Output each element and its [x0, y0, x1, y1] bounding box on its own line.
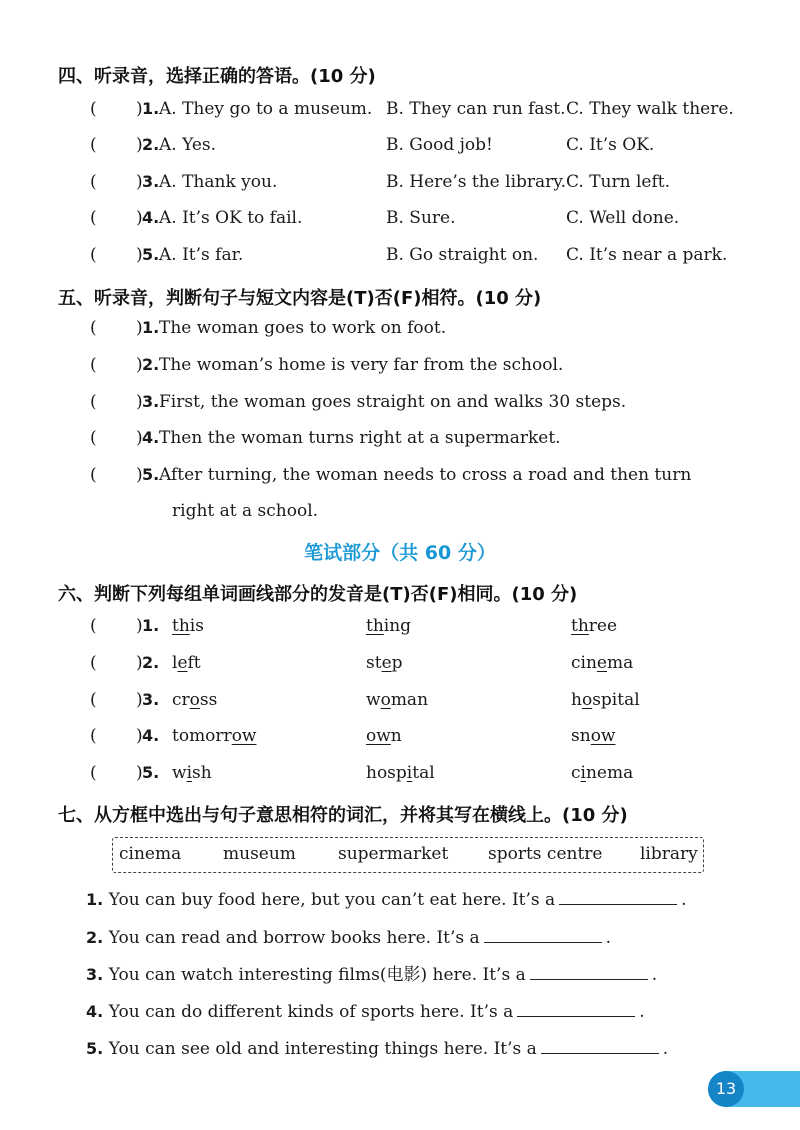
- word-1: left: [172, 653, 201, 673]
- answer-blank[interactable]: [102, 688, 134, 712]
- close-paren: ): [136, 318, 143, 338]
- box-word: supermarket: [338, 844, 449, 864]
- option-a[interactable]: A. It’s far.: [159, 245, 244, 265]
- question-number: 5.: [142, 465, 160, 484]
- open-paren: (: [90, 690, 97, 710]
- option-b[interactable]: B. Here’s the library.: [386, 172, 567, 192]
- option-a[interactable]: A. Thank you.: [159, 172, 278, 192]
- answer-blank[interactable]: [102, 426, 134, 450]
- fill-sentence: [86, 888, 687, 912]
- open-paren: (: [90, 99, 97, 119]
- question-number: 3.: [142, 392, 160, 411]
- answer-line[interactable]: [530, 963, 648, 980]
- underlined-part: th: [172, 616, 190, 636]
- sentence-text: You can see old and interesting things here. It’s a: [108, 1039, 537, 1059]
- option-c[interactable]: C. It’s near a park.: [566, 245, 728, 265]
- open-paren: (: [90, 428, 97, 448]
- fill-sentence: [86, 1000, 645, 1024]
- word-2: thing: [366, 616, 412, 636]
- close-paren: ): [136, 653, 143, 673]
- word-3: cinema: [571, 763, 634, 783]
- underlined-part: ow: [590, 726, 616, 746]
- question-number: 2.: [142, 135, 160, 154]
- option-b[interactable]: B. Sure.: [386, 208, 456, 228]
- open-paren: (: [90, 245, 97, 265]
- question-number: 2.: [142, 653, 160, 672]
- fill-sentence: [86, 1037, 668, 1061]
- word-1: tomorrow: [172, 726, 257, 746]
- box-word: museum: [223, 844, 296, 864]
- underlined-part: ow: [366, 726, 391, 746]
- answer-blank[interactable]: [102, 170, 134, 194]
- question-number: 5.: [142, 763, 160, 782]
- open-paren: (: [90, 653, 97, 673]
- option-c[interactable]: C. They walk there.: [566, 99, 734, 119]
- period: .: [605, 928, 612, 948]
- answer-blank[interactable]: [102, 243, 134, 267]
- answer-blank[interactable]: [102, 614, 134, 638]
- sentence-text: You can read and borrow books here. It’s a: [108, 928, 480, 948]
- question-number: 1.: [142, 318, 160, 337]
- sentence-text: You can watch interesting films(电影) here. It’s a: [108, 965, 526, 985]
- open-paren: (: [90, 465, 97, 485]
- section-5-title: 五、听录音，判断句子与短文内容是(T)否(F)相符。(10 分): [58, 288, 542, 309]
- close-paren: ): [136, 245, 143, 265]
- option-a[interactable]: A. They go to a museum.: [159, 99, 373, 119]
- written-part-title: 笔试部分（共 60 分）: [304, 542, 496, 564]
- question-number: 5.: [142, 245, 160, 264]
- box-word: sports centre: [488, 844, 603, 864]
- close-paren: ): [136, 392, 143, 412]
- answer-line[interactable]: [517, 1000, 635, 1017]
- answer-blank[interactable]: [102, 724, 134, 748]
- statement-text: Then the woman turns right at a supermarket.: [159, 428, 561, 448]
- underlined-part: o: [189, 690, 200, 710]
- word-3: hospital: [571, 690, 640, 710]
- underlined-part: i: [186, 763, 192, 783]
- option-a[interactable]: A. It’s OK to fail.: [159, 208, 303, 228]
- underlined-part: o: [581, 690, 593, 710]
- question-number: 1.: [142, 99, 160, 118]
- question-number: 2.: [142, 355, 160, 374]
- open-paren: (: [90, 763, 97, 783]
- statement-text: The woman goes to work on foot.: [159, 318, 447, 338]
- answer-line[interactable]: [484, 926, 602, 943]
- period: .: [651, 965, 658, 985]
- section-7-title: 七、从方框中选出与句子意思相符的词汇，并将其写在横线上。(10 分): [58, 805, 628, 826]
- statement-continuation: right at a school.: [172, 501, 319, 521]
- question-number: 3.: [86, 965, 109, 984]
- open-paren: (: [90, 392, 97, 412]
- answer-blank[interactable]: [102, 651, 134, 675]
- close-paren: ): [136, 135, 143, 155]
- question-number: 5.: [86, 1039, 109, 1058]
- underlined-part: i: [580, 763, 586, 783]
- word-2: step: [366, 653, 403, 673]
- question-number: 3.: [142, 172, 160, 191]
- open-paren: (: [90, 616, 97, 636]
- word-1: cross: [172, 690, 218, 710]
- statement-text: After turning, the woman needs to cross a road and then turn: [159, 465, 692, 485]
- option-b[interactable]: B. Good job!: [386, 135, 493, 155]
- underlined-part: i: [406, 763, 413, 783]
- sentence-text: You can do different kinds of sports here. It’s a: [108, 1002, 514, 1022]
- open-paren: (: [90, 318, 97, 338]
- underlined-part: th: [571, 616, 589, 636]
- open-paren: (: [90, 172, 97, 192]
- question-number: 4.: [86, 1002, 109, 1021]
- question-number: 4.: [142, 726, 160, 745]
- option-b[interactable]: B. Go straight on.: [386, 245, 539, 265]
- close-paren: ): [136, 99, 143, 119]
- fill-sentence: [86, 963, 657, 987]
- word-1: this: [172, 616, 204, 636]
- option-c[interactable]: C. Well done.: [566, 208, 680, 228]
- section-4-title: 四、听录音，选择正确的答语。(10 分): [58, 66, 376, 87]
- open-paren: (: [90, 208, 97, 228]
- sentence-text: You can buy food here, but you can’t eat here. It’s a: [108, 890, 556, 910]
- underlined-part: ow: [231, 726, 257, 746]
- answer-blank[interactable]: [102, 353, 134, 377]
- question-number: 2.: [86, 928, 109, 947]
- question-number: 4.: [142, 208, 160, 227]
- close-paren: ): [136, 690, 143, 710]
- option-b[interactable]: B. They can run fast.: [386, 99, 566, 119]
- box-word: library: [640, 844, 698, 864]
- open-paren: (: [90, 355, 97, 375]
- close-paren: ): [136, 428, 143, 448]
- box-word: cinema: [119, 844, 182, 864]
- answer-line[interactable]: [541, 1037, 659, 1054]
- question-number: 3.: [142, 690, 160, 709]
- statement-text: First, the woman goes straight on and walks 30 steps.: [159, 392, 627, 412]
- period: .: [639, 1002, 645, 1022]
- underlined-part: e: [596, 653, 607, 673]
- close-paren: ): [136, 763, 143, 783]
- open-paren: (: [90, 726, 97, 746]
- statement-text: The woman’s home is very far from the school.: [159, 355, 564, 375]
- word-1: wish: [172, 763, 212, 783]
- answer-blank[interactable]: [102, 206, 134, 230]
- answer-blank[interactable]: [102, 463, 134, 487]
- question-number: 1.: [86, 890, 109, 909]
- fill-sentence: [86, 926, 611, 950]
- period: .: [662, 1039, 669, 1059]
- close-paren: ): [136, 355, 143, 375]
- page-number: 13: [708, 1071, 744, 1107]
- word-3: cinema: [571, 653, 634, 673]
- close-paren: ): [136, 726, 143, 746]
- answer-blank[interactable]: [102, 390, 134, 414]
- answer-blank[interactable]: [102, 97, 134, 121]
- close-paren: ): [136, 465, 143, 485]
- close-paren: ): [136, 616, 143, 636]
- word-2: hospital: [366, 763, 435, 783]
- section-6-title: 六、判断下列每组单词画线部分的发音是(T)否(F)相同。(10 分): [58, 584, 578, 605]
- option-a[interactable]: A. Yes.: [159, 135, 217, 155]
- underlined-part: e: [381, 653, 392, 673]
- word-2: woman: [366, 690, 429, 710]
- option-c[interactable]: C. Turn left.: [566, 172, 671, 192]
- word-2: own: [366, 726, 402, 746]
- answer-blank[interactable]: [102, 761, 134, 785]
- open-paren: (: [90, 135, 97, 155]
- answer-line[interactable]: [559, 888, 677, 905]
- question-number: 1.: [142, 616, 160, 635]
- underlined-part: th: [366, 616, 384, 636]
- word-3: three: [571, 616, 618, 636]
- close-paren: ): [136, 208, 143, 228]
- option-c[interactable]: C. It’s OK.: [566, 135, 655, 155]
- period: .: [681, 890, 687, 910]
- underlined-part: o: [380, 690, 391, 710]
- underlined-part: e: [177, 653, 188, 673]
- question-number: 4.: [142, 428, 160, 447]
- close-paren: ): [136, 172, 143, 192]
- answer-blank[interactable]: [102, 133, 134, 157]
- word-box: [112, 837, 704, 873]
- answer-blank[interactable]: [102, 316, 134, 340]
- word-3: snow: [571, 726, 616, 746]
